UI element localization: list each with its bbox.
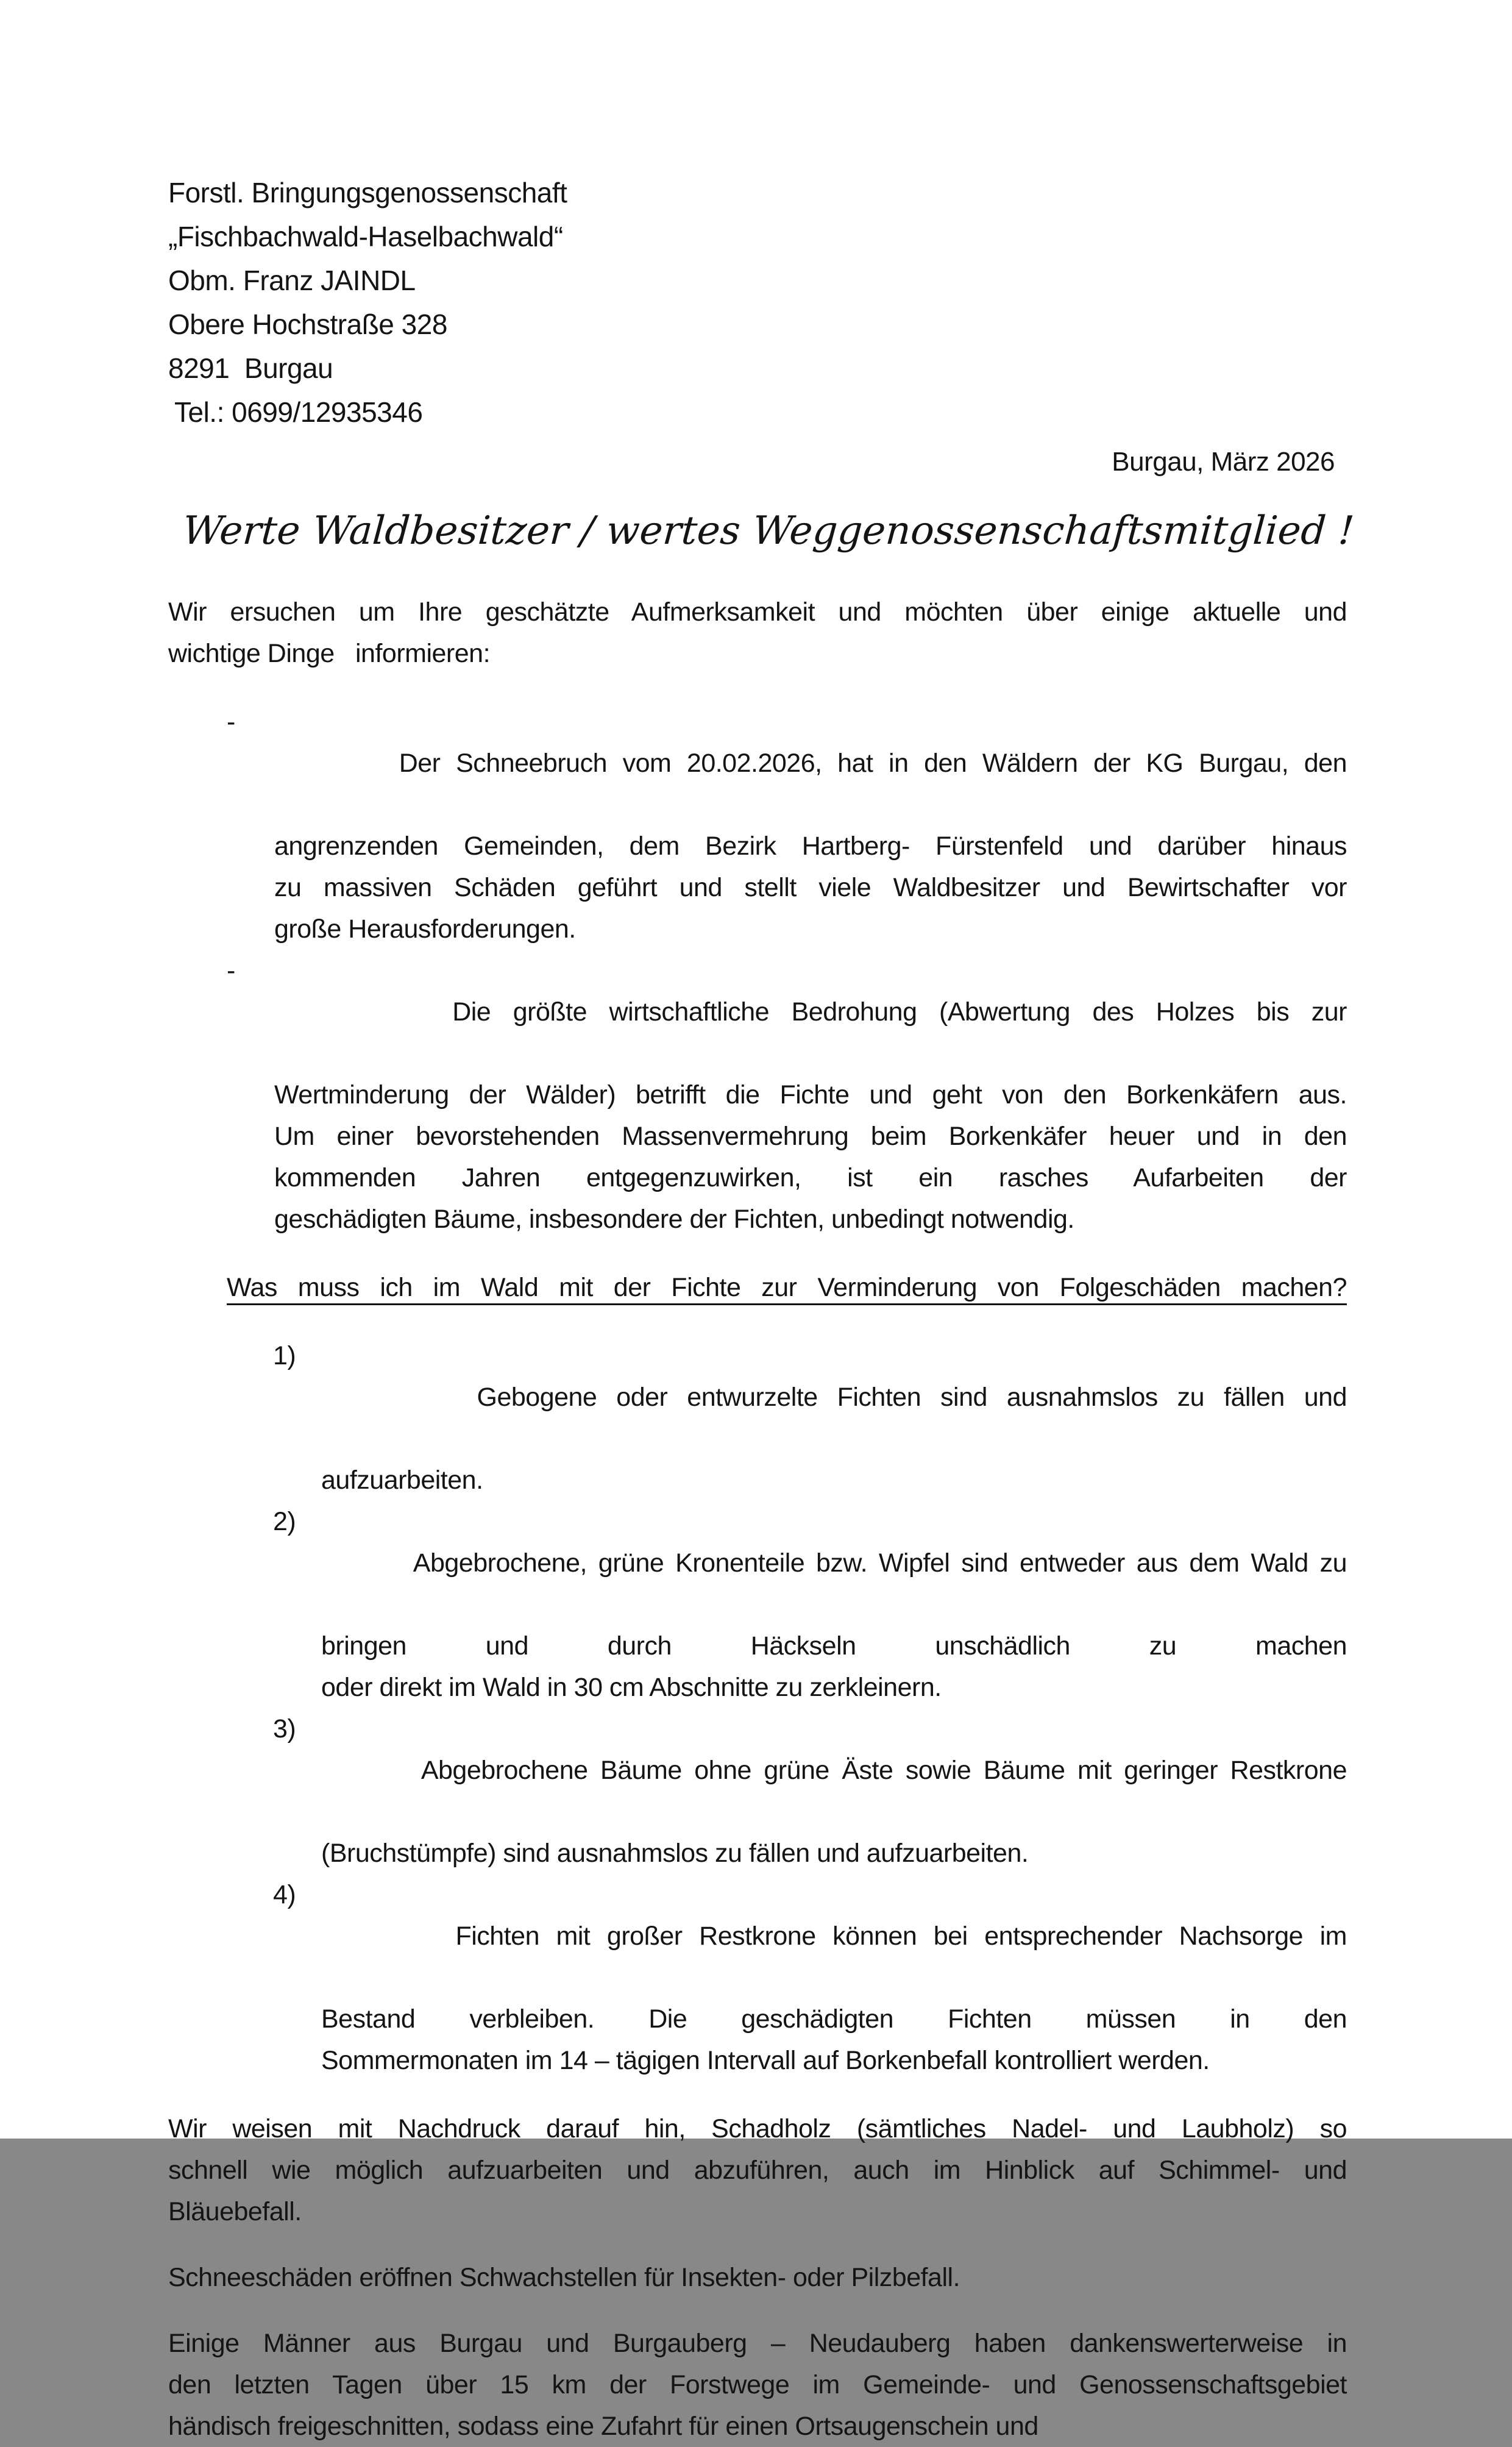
- snow-damage-list: [168, 701, 1347, 1240]
- paragraph-line: wichtige Dinge informieren:: [168, 639, 491, 668]
- list-line-text: Fichten mit großer Restkrone können bei entsprechender Nachsorge im: [455, 1922, 1347, 1951]
- list-item: [168, 1708, 1347, 1874]
- paragraph-line: Schneeschäden eröffnen Schwachstellen für Insekten- oder Pilzbefall.: [168, 2263, 960, 2292]
- sender-organization-name: „Fischbachwald-Haselbachwald“: [168, 221, 563, 252]
- list-line: aufzuarbeiten.: [321, 1466, 483, 1495]
- list-line-text: Gebogene oder entwurzelte Fichten sind ausnahmslos zu fällen und: [477, 1383, 1347, 1412]
- list-line: Um einer bevorstehenden Massenvermehrung beim Borkenkäfer heuer und in den: [274, 1122, 1347, 1151]
- closing-paragraph-3: [168, 2323, 1347, 2447]
- paragraph-line: Bläuebefall.: [168, 2197, 302, 2226]
- sender-organization: Forstl. Bringungsgenossenschaft: [168, 177, 567, 208]
- closing-paragraph-2: [168, 2257, 1347, 2298]
- list-line: Sommermonaten im 14 – tägigen Intervall auf Borkenbefall kontrolliert werden.: [321, 2046, 1210, 2075]
- list-line: Wertminderung der Wälder) betrifft die Fichte und geht von den Borkenkäfern aus.: [274, 1080, 1347, 1110]
- list-item: [168, 950, 1347, 1240]
- number-marker: 3): [273, 1714, 296, 1744]
- list-line-text: Der Schneebruch vom 20.02.2026, hat in den Wäldern der KG Burgau, den: [399, 749, 1347, 778]
- list-line: [168, 1708, 1347, 1833]
- list-line: kommenden Jahren entgegenzuwirken, ist ein rasches Aufarbeiten der: [274, 1163, 1347, 1192]
- list-line: bringen und durch Häckseln unschädlich zu machen: [321, 1631, 1347, 1661]
- list-line: angrenzenden Gemeinden, dem Bezirk Hartberg- Fürstenfeld und darüber hinaus: [274, 832, 1347, 861]
- list-line: [168, 1335, 1347, 1459]
- number-marker: 2): [273, 1507, 296, 1536]
- dash-bullet: -: [227, 707, 235, 736]
- list-item: [168, 1874, 1347, 2081]
- sender-street: Obere Hochstraße 328: [168, 308, 447, 340]
- list-item: [168, 1501, 1347, 1708]
- list-line-text: Abgebrochene Bäume ohne grüne Äste sowie Bäume mit geringer Restkrone: [421, 1756, 1347, 1785]
- list-line: (Bruchstümpfe) sind ausnahmslos zu fällen und aufzuarbeiten.: [321, 1839, 1029, 1868]
- salutation-heading: Werte Waldbesitzer / wertes Weggenossenschaftsmitglied !: [181, 508, 1356, 554]
- list-line: oder direkt im Wald in 30 cm Abschnitte zu zerkleinern.: [321, 1673, 942, 1702]
- measures-list: [168, 1335, 1347, 2081]
- paragraph-line: Einige Männer aus Burgau und Burgauberg – Neudauberg haben dankenswerterweise in: [168, 2329, 1347, 2358]
- sender-chairman: Obm. Franz JAINDL: [168, 265, 416, 296]
- list-line-text: Abgebrochene, grüne Kronenteile bzw. Wipfel sind entweder aus dem Wald zu: [413, 1548, 1347, 1578]
- paragraph-line: Wir weisen mit Nachdruck darauf hin, Schadholz (sämtliches Nadel- und Laubholz) so: [168, 2114, 1347, 2143]
- list-line: [168, 1874, 1347, 1998]
- date-line: Burgau, März 2026: [1112, 447, 1335, 477]
- number-marker: 4): [273, 1880, 296, 1909]
- list-item: [168, 1335, 1347, 1501]
- intro-paragraph: [168, 591, 1347, 674]
- paragraph-line: Wir ersuchen um Ihre geschätzte Aufmerksamkeit und möchten über einige aktuelle und: [168, 597, 1347, 627]
- paragraph-line: schnell wie möglich aufzuarbeiten und abzuführen, auch im Hinblick auf Schimmel- und: [168, 2156, 1347, 2185]
- sender-city: 8291 Burgau: [168, 352, 333, 384]
- list-line: [168, 701, 1347, 825]
- paragraph-line: den letzten Tagen über 15 km der Forstwege im Gemeinde- und Genossenschaftsgebiet: [168, 2370, 1347, 2399]
- list-line: zu massiven Schäden geführt und stellt viele Waldbesitzer und Bewirtschafter vor: [274, 873, 1347, 902]
- list-line-text: Die größte wirtschaftliche Bedrohung (Abwertung des Holzes bis zur: [452, 997, 1347, 1027]
- paragraph-line: händisch freigeschnitten, sodass eine Zufahrt für einen Ortsaugenschein und: [168, 2412, 1038, 2441]
- list-line: [168, 950, 1347, 1074]
- dash-bullet: -: [227, 956, 235, 985]
- list-line: Bestand verbleiben. Die geschädigten Fichten müssen in den: [321, 2004, 1347, 2034]
- sender-phone: Tel.: 0699/12935346: [174, 396, 423, 428]
- list-line: [168, 1501, 1347, 1625]
- list-item: [168, 701, 1347, 950]
- sender-block: [168, 171, 1347, 434]
- closing-paragraph-1: [168, 2108, 1347, 2232]
- question-heading: Was muss ich im Wald mit der Fichte zur Verminderung von Folgeschäden machen?: [227, 1273, 1347, 1302]
- list-line: geschädigten Bäume, insbesondere der Fichten, unbedingt notwendig.: [274, 1205, 1074, 1234]
- list-line: große Herausforderungen.: [274, 914, 576, 944]
- number-marker: 1): [273, 1341, 296, 1370]
